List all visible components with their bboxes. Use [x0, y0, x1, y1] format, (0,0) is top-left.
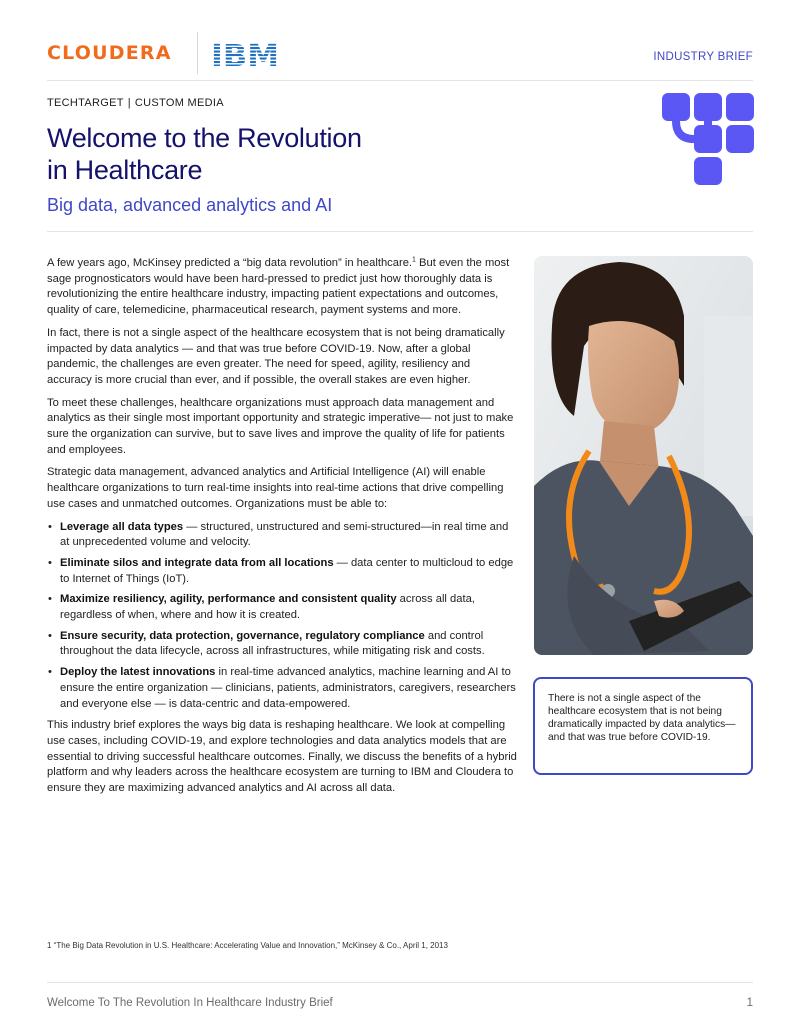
- bullet-glyph: •: [48, 556, 52, 569]
- list-item-bold: Leverage all data types: [60, 520, 184, 533]
- page-header: [47, 32, 753, 80]
- title-line-1: Welcome to the Revolution: [47, 123, 362, 153]
- list-item-bold: Maximize resiliency, agility, performance and consistent quality: [60, 593, 397, 606]
- list-item: [47, 665, 517, 712]
- footnote-ref[interactable]: 1: [412, 256, 416, 264]
- list-item: [47, 629, 517, 660]
- publisher-kicker: [47, 97, 224, 109]
- paragraph-impact: In fact, there is not a single aspect of the healthcare ecosystem that is not being dramatically impacted by data analytics — and that was true before COVID-19. Now, after a global pandemic, the challenges are even greater. The need for speed, agility, resiliency and accuracy is more crucial than ever, and if possible, the overall stakes are even higher.: [47, 326, 505, 386]
- kicker-techtarget: TECHTARGET: [47, 97, 124, 109]
- list-item: [47, 592, 517, 623]
- footer-divider: [47, 982, 753, 983]
- title-divider: [47, 231, 753, 232]
- brand-mark-icon: [662, 93, 754, 185]
- paragraph-strategy: Strategic data management, advanced analytics and Artificial Intelligence (AI) will enable healthcare organizations to turn real-time insights into real-time actions that drive compelling use cases and unmatched outcomes. Organizations must be able to:: [47, 466, 504, 510]
- list-item-text: in real-time advanced analytics, machine learning and AI to ensure the entire organization — clinicians, patients, administrators, caregivers, researchers and everyone else — is data-centric and data-empowered.: [60, 666, 516, 710]
- list-item-text: — data center to multicloud to edge to Internet of Things (IoT).: [60, 556, 514, 585]
- paragraph-brief-overview: This industry brief explores the ways big data is reshaping healthcare. We look at compelling use cases, including COVID-19, and explore technologies and data analytics models that are essential to driving successful healthcare outcomes. Finally, we discuss the benefits of a hybrid platform and why leaders across the healthcare ecosystem are turning to IBM and Cloudera to ensure they are maximizing advanced analytics and AI across all data.: [47, 719, 517, 795]
- cloudera-logo: CLOUDERA: [47, 42, 172, 64]
- body-text: [47, 256, 517, 804]
- page-title: [47, 122, 467, 186]
- paragraph-intro-part-2: But even the most sage prognosticators would have been hard-pressed to predict just how thoroughly data is revolutionizing the entire healthcare industry, impacting patient expectations and outcomes, quality of care, telemedicine, pharmaceutical research, payment systems and more.: [47, 257, 510, 317]
- bullet-glyph: •: [48, 666, 52, 679]
- list-item: [47, 556, 517, 587]
- footnote: 1 “The Big Data Revolution in U.S. Healthcare: Accelerating Value and Innovation,” McKinsey & Co., April 1, 2013: [47, 941, 448, 950]
- paragraph-challenges: To meet these challenges, healthcare organizations must approach data management and analytics as their single most important opportunity and strategic imperative— not just to make sure the organization can survive, but to save lives and improve the quality of life for patients and employees.: [47, 396, 514, 456]
- header-divider: [47, 80, 753, 81]
- list-item: [47, 520, 517, 551]
- kicker-custom-media: CUSTOM MEDIA: [134, 97, 224, 109]
- title-line-2: in Healthcare: [47, 155, 203, 185]
- page-subtitle: Big data, advanced analytics and AI: [47, 195, 333, 215]
- logo-divider: [197, 32, 198, 74]
- list-item-text: and control throughout the data lifecycle, across all infrastructures, while mitigating risk and costs.: [60, 629, 485, 658]
- paragraph-intro: [47, 256, 517, 319]
- capability-list: [47, 520, 517, 713]
- list-item-bold: Ensure security, data protection, governance, regulatory compliance: [60, 629, 425, 642]
- paragraph-intro-part-1: A few years ago, McKinsey predicted a “big data revolution” in healthcare.: [47, 257, 413, 269]
- kicker-separator: |: [127, 97, 131, 109]
- list-item-text: across all data, regardless of when, where and how it is created.: [60, 593, 475, 622]
- bullet-glyph: •: [48, 629, 52, 642]
- document-type-label: INDUSTRY BRIEF: [653, 51, 753, 63]
- list-item-bold: Eliminate silos and integrate data from all locations: [60, 556, 334, 569]
- list-item-bold: Deploy the latest innovations: [60, 666, 216, 679]
- page-number: 1: [746, 997, 753, 1009]
- bullet-glyph: •: [48, 593, 52, 606]
- bullet-glyph: •: [48, 520, 52, 533]
- pull-quote-callout: There is not a single aspect of the healthcare ecosystem that is not being dramatically impacted by data analytics—and that was true before COVID-19.: [533, 677, 753, 775]
- footer-title: Welcome To The Revolution In Healthcare Industry Brief: [47, 997, 333, 1009]
- nurse-photo: [534, 256, 753, 655]
- list-item-text: — structured, unstructured and semi-structured—in real time and at unprecedented volume and velocity.: [60, 520, 509, 549]
- ibm-logo-icon: [211, 40, 279, 68]
